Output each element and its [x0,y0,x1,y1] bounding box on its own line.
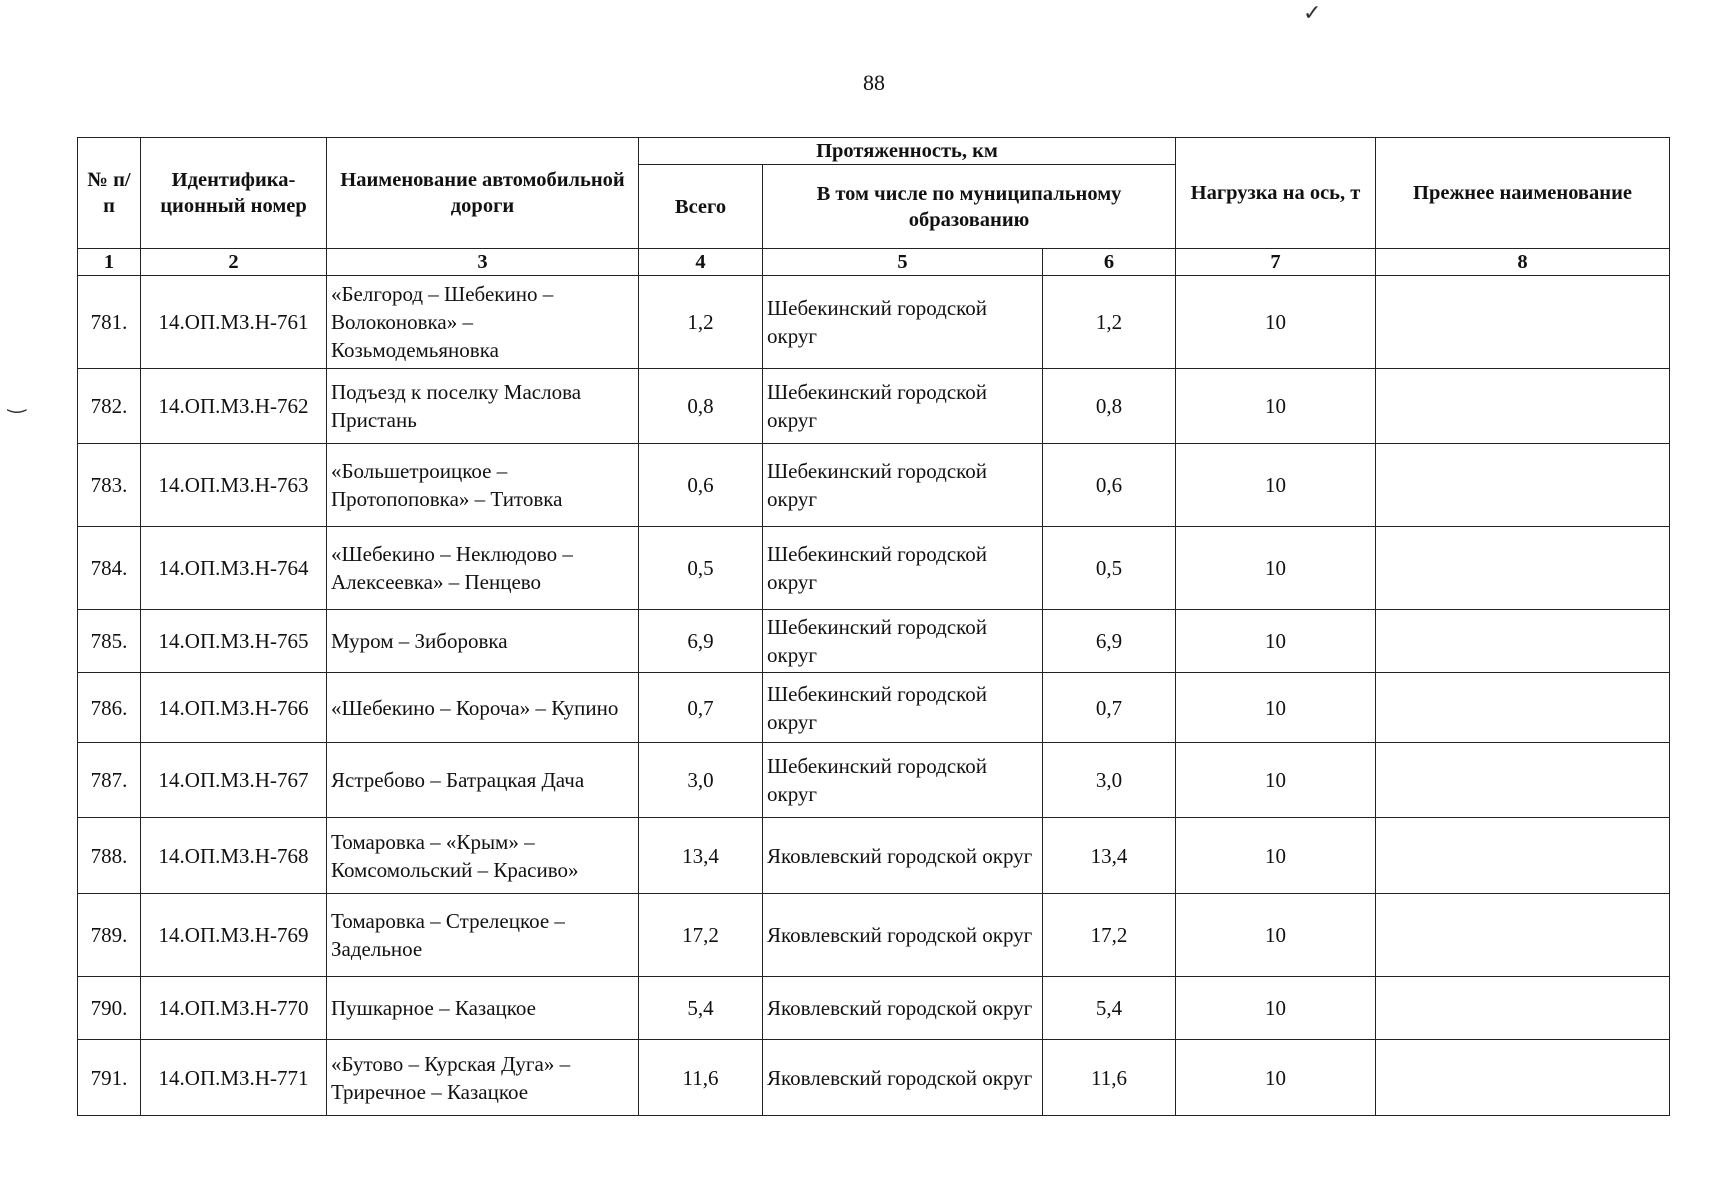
cell-id: 14.ОП.МЗ.Н-764 [141,527,327,610]
cell-municipality: Шебекинский городской округ [763,673,1043,743]
cell-municipality: Шебекинский городской округ [763,610,1043,673]
cell-no: 791. [78,1040,141,1116]
col-header-load: Нагрузка на ось, т [1176,138,1376,249]
cell-municipality: Яковлевский городской округ [763,894,1043,977]
cell-no: 785. [78,610,141,673]
cell-total-length: 13,4 [639,818,763,894]
table-row [78,276,1670,369]
cell-municipality: Шебекинский городской округ [763,444,1043,527]
cell-municipal-length: 11,6 [1043,1040,1176,1116]
col-number: 5 [763,249,1043,276]
cell-previous-name [1376,369,1670,444]
cell-total-length: 6,9 [639,610,763,673]
cell-road-name: «Бутово – Курская Дуга» – Триречное – Казацкое [327,1040,639,1116]
cell-axle-load: 10 [1176,673,1376,743]
cell-total-length: 0,7 [639,673,763,743]
table-row [78,818,1670,894]
table-row [78,444,1670,527]
cell-municipal-length: 3,0 [1043,743,1176,818]
cell-municipal-length: 13,4 [1043,818,1176,894]
cell-no: 788. [78,818,141,894]
table-row [78,527,1670,610]
cell-id: 14.ОП.МЗ.Н-766 [141,673,327,743]
table-row [78,673,1670,743]
col-number: 2 [141,249,327,276]
col-header-no: № п/п [78,138,141,249]
cell-municipal-length: 0,6 [1043,444,1176,527]
cell-axle-load: 10 [1176,977,1376,1040]
cell-id: 14.ОП.МЗ.Н-762 [141,369,327,444]
cell-municipality: Шебекинский городской округ [763,369,1043,444]
cell-axle-load: 10 [1176,527,1376,610]
cell-axle-load: 10 [1176,369,1376,444]
cell-total-length: 11,6 [639,1040,763,1116]
col-header-name: Наименование автомобильной дороги [327,138,639,249]
cell-total-length: 0,5 [639,527,763,610]
cell-no: 781. [78,276,141,369]
cell-id: 14.ОП.МЗ.Н-765 [141,610,327,673]
cell-road-name: Подъезд к поселку Маслова Пристань [327,369,639,444]
cell-axle-load: 10 [1176,610,1376,673]
cell-municipality: Шебекинский городской округ [763,276,1043,369]
cell-municipality: Яковлевский городской округ [763,818,1043,894]
table-row [78,610,1670,673]
table-row [78,743,1670,818]
cell-total-length: 17,2 [639,894,763,977]
cell-municipal-length: 0,8 [1043,369,1176,444]
cell-road-name: Пушкарное – Казацкое [327,977,639,1040]
col-number: 7 [1176,249,1376,276]
cell-total-length: 0,6 [639,444,763,527]
table-row [78,1040,1670,1116]
cell-municipal-length: 0,7 [1043,673,1176,743]
cell-id: 14.ОП.МЗ.Н-763 [141,444,327,527]
cell-previous-name [1376,673,1670,743]
cell-road-name: «Шебекино – Неклюдово – Алексеевка» – Пенцево [327,527,639,610]
col-number: 8 [1376,249,1670,276]
cell-road-name: Муром – Зиборовка [327,610,639,673]
pen-tick-mark: ✓ [1303,0,1322,25]
col-number: 3 [327,249,639,276]
cell-axle-load: 10 [1176,894,1376,977]
cell-no: 784. [78,527,141,610]
cell-previous-name [1376,894,1670,977]
cell-axle-load: 10 [1176,276,1376,369]
cell-road-name: «Шебекино – Короча» – Купино [327,673,639,743]
cell-previous-name [1376,977,1670,1040]
cell-axle-load: 10 [1176,444,1376,527]
cell-id: 14.ОП.МЗ.Н-767 [141,743,327,818]
col-header-length-group: Протяженность, км [639,138,1176,165]
cell-previous-name [1376,276,1670,369]
cell-road-name: Томаровка – «Крым» – Комсомольский – Красиво» [327,818,639,894]
table-row [78,369,1670,444]
cell-no: 782. [78,369,141,444]
cell-total-length: 1,2 [639,276,763,369]
col-header-total: Всего [639,165,763,249]
col-number: 1 [78,249,141,276]
cell-municipal-length: 6,9 [1043,610,1176,673]
cell-previous-name [1376,743,1670,818]
cell-total-length: 5,4 [639,977,763,1040]
cell-municipal-length: 5,4 [1043,977,1176,1040]
col-number: 4 [639,249,763,276]
col-number: 6 [1043,249,1176,276]
pen-margin-mark: ‿ [8,388,26,413]
cell-road-name: «Большетроицкое – Протопоповка» – Титовка [327,444,639,527]
roads-table [77,137,1670,1116]
cell-no: 783. [78,444,141,527]
cell-axle-load: 10 [1176,1040,1376,1116]
table-row [78,894,1670,977]
cell-road-name: Ястребово – Батрацкая Дача [327,743,639,818]
col-header-prev: Прежнее наименование [1376,138,1670,249]
cell-total-length: 3,0 [639,743,763,818]
cell-no: 790. [78,977,141,1040]
cell-municipal-length: 1,2 [1043,276,1176,369]
cell-previous-name [1376,610,1670,673]
col-header-including: В том числе по муниципальному образованию [763,165,1176,249]
cell-previous-name [1376,444,1670,527]
cell-id: 14.ОП.МЗ.Н-770 [141,977,327,1040]
header-row-numbers [78,249,1670,276]
cell-no: 789. [78,894,141,977]
cell-previous-name [1376,1040,1670,1116]
table-row [78,977,1670,1040]
cell-no: 786. [78,673,141,743]
page-number: 88 [863,70,885,95]
cell-municipality: Шебекинский городской округ [763,743,1043,818]
cell-municipality: Яковлевский городской округ [763,977,1043,1040]
cell-municipality: Шебекинский городской округ [763,527,1043,610]
cell-road-name: Томаровка – Стрелецкое – Задельное [327,894,639,977]
cell-municipal-length: 17,2 [1043,894,1176,977]
cell-id: 14.ОП.МЗ.Н-768 [141,818,327,894]
cell-previous-name [1376,527,1670,610]
cell-id: 14.ОП.МЗ.Н-771 [141,1040,327,1116]
cell-total-length: 0,8 [639,369,763,444]
cell-id: 14.ОП.МЗ.Н-761 [141,276,327,369]
cell-id: 14.ОП.МЗ.Н-769 [141,894,327,977]
cell-no: 787. [78,743,141,818]
cell-municipal-length: 0,5 [1043,527,1176,610]
cell-previous-name [1376,818,1670,894]
cell-axle-load: 10 [1176,743,1376,818]
col-header-id: Идентифика-ционный номер [141,138,327,249]
cell-road-name: «Белгород – Шебекино – Волоконовка» – Козьмодемьяновка [327,276,639,369]
cell-axle-load: 10 [1176,818,1376,894]
header-row-top [78,138,1670,165]
cell-municipality: Яковлевский городской округ [763,1040,1043,1116]
